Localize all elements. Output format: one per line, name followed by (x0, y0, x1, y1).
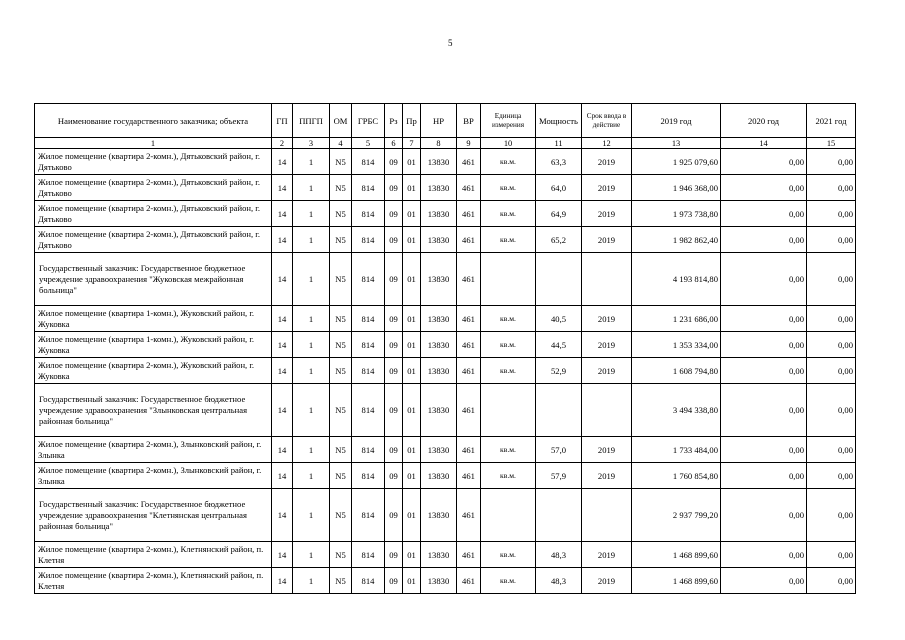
table-row (35, 463, 856, 489)
cell-amount-2019: 4 193 814,80 (632, 253, 721, 306)
cell-amount-2021: 0,00 (807, 463, 856, 489)
cell-nr: 13830 (421, 306, 457, 332)
cell-commissioning: 2019 (582, 201, 632, 227)
cell-nr: 13830 (421, 568, 457, 594)
cell-pr: 01 (403, 227, 421, 253)
page-number: 5 (448, 38, 453, 48)
cell-gp: 14 (272, 542, 293, 568)
cell-grbs: 814 (352, 332, 385, 358)
cell-object-name: Жилое помещение (квартира 2-комн.), Жуковский район, г. Жуковка (35, 358, 272, 384)
cell-om: N5 (330, 149, 352, 175)
customer-row (35, 384, 856, 437)
cell-amount-2021: 0,00 (807, 332, 856, 358)
cell-nr: 13830 (421, 463, 457, 489)
cell-gp: 14 (272, 358, 293, 384)
header-om: ОМ (330, 104, 352, 138)
cell-unit (481, 489, 536, 542)
cell-amount-2020: 0,00 (721, 542, 807, 568)
cell-grbs: 814 (352, 358, 385, 384)
cell-ppgp: 1 (293, 227, 330, 253)
cell-amount-2021: 0,00 (807, 358, 856, 384)
header-year-2021: 2021 год (807, 104, 856, 138)
cell-object-name: Жилое помещение (квартира 1-комн.), Жуковский район, г. Жуковка (35, 306, 272, 332)
cell-om: N5 (330, 332, 352, 358)
cell-amount-2020: 0,00 (721, 437, 807, 463)
cell-ppgp: 1 (293, 149, 330, 175)
cell-vr: 461 (457, 306, 481, 332)
cell-rz: 09 (385, 384, 403, 437)
cell-amount-2021: 0,00 (807, 227, 856, 253)
cell-vr: 461 (457, 568, 481, 594)
cell-object-name: Жилое помещение (квартира 2-комн.), Дятьковский район, г. Дятьково (35, 201, 272, 227)
cell-pr: 01 (403, 332, 421, 358)
cell-amount-2020: 0,00 (721, 149, 807, 175)
cell-object-name: Жилое помещение (квартира 2-комн.), Клетнянский район, п. Клетня (35, 568, 272, 594)
cell-amount-2019: 1 973 738,80 (632, 201, 721, 227)
header-capacity: Мощность (536, 104, 582, 138)
cell-amount-2021: 0,00 (807, 306, 856, 332)
cell-object-name: Государственный заказчик: Государственное бюджетное учреждение здравоохранения "Злынковская центральная районная больница" (35, 384, 272, 437)
cell-amount-2019: 1 468 899,60 (632, 568, 721, 594)
cell-object-name: Жилое помещение (квартира 2-комн.), Злынковский район, г. Злынка (35, 463, 272, 489)
cell-amount-2021: 0,00 (807, 201, 856, 227)
table-row (35, 542, 856, 568)
cell-amount-2020: 0,00 (721, 463, 807, 489)
cell-amount-2021: 0,00 (807, 437, 856, 463)
cell-unit: кв.м. (481, 201, 536, 227)
cell-amount-2019: 1 608 794,80 (632, 358, 721, 384)
header-object-name: Наименование государственного заказчика; объекта (35, 104, 272, 138)
cell-capacity (536, 489, 582, 542)
cell-capacity: 57,0 (536, 437, 582, 463)
cell-vr: 461 (457, 227, 481, 253)
cell-commissioning: 2019 (582, 437, 632, 463)
cell-object-name: Государственный заказчик: Государственное бюджетное учреждение здравоохранения "Клетнянская центральная районная больница" (35, 489, 272, 542)
cell-capacity: 57,9 (536, 463, 582, 489)
cell-gp: 14 (272, 306, 293, 332)
cell-commissioning (582, 253, 632, 306)
cell-object-name: Жилое помещение (квартира 2-комн.), Дятьковский район, г. Дятьково (35, 149, 272, 175)
cell-gp: 14 (272, 568, 293, 594)
table-row (35, 201, 856, 227)
cell-gp: 14 (272, 463, 293, 489)
cell-nr: 13830 (421, 542, 457, 568)
cell-vr: 461 (457, 463, 481, 489)
cell-ppgp: 1 (293, 358, 330, 384)
cell-nr: 13830 (421, 175, 457, 201)
cell-grbs: 814 (352, 175, 385, 201)
cell-vr: 461 (457, 542, 481, 568)
header-year-2019: 2019 год (632, 104, 721, 138)
cell-ppgp: 1 (293, 306, 330, 332)
header-gp: ГП (272, 104, 293, 138)
cell-amount-2020: 0,00 (721, 253, 807, 306)
table-row (35, 149, 856, 175)
cell-unit: кв.м. (481, 568, 536, 594)
cell-unit: кв.м. (481, 149, 536, 175)
cell-nr: 13830 (421, 201, 457, 227)
cell-capacity: 52,9 (536, 358, 582, 384)
cell-commissioning: 2019 (582, 175, 632, 201)
header-nr: НР (421, 104, 457, 138)
cell-amount-2021: 0,00 (807, 568, 856, 594)
cell-om: N5 (330, 358, 352, 384)
cell-amount-2019: 1 733 484,00 (632, 437, 721, 463)
cell-vr: 461 (457, 201, 481, 227)
cell-pr: 01 (403, 149, 421, 175)
header-pr: Пр (403, 104, 421, 138)
cell-om: N5 (330, 568, 352, 594)
cell-capacity: 40,5 (536, 306, 582, 332)
cell-amount-2020: 0,00 (721, 489, 807, 542)
cell-pr: 01 (403, 201, 421, 227)
cell-commissioning: 2019 (582, 542, 632, 568)
cell-nr: 13830 (421, 384, 457, 437)
cell-grbs: 814 (352, 568, 385, 594)
cell-capacity: 63,3 (536, 149, 582, 175)
cell-ppgp: 1 (293, 437, 330, 463)
cell-amount-2019: 1 982 862,40 (632, 227, 721, 253)
cell-om: N5 (330, 227, 352, 253)
cell-grbs: 814 (352, 201, 385, 227)
cell-amount-2019: 2 937 799,20 (632, 489, 721, 542)
cell-nr: 13830 (421, 227, 457, 253)
cell-nr: 13830 (421, 358, 457, 384)
column-number: 2 (272, 138, 293, 149)
cell-amount-2019: 1 946 368,00 (632, 175, 721, 201)
column-number: 12 (582, 138, 632, 149)
cell-om: N5 (330, 306, 352, 332)
cell-grbs: 814 (352, 227, 385, 253)
cell-unit: кв.м. (481, 227, 536, 253)
cell-ppgp: 1 (293, 568, 330, 594)
cell-gp: 14 (272, 149, 293, 175)
cell-grbs: 814 (352, 542, 385, 568)
cell-rz: 09 (385, 437, 403, 463)
cell-rz: 09 (385, 332, 403, 358)
cell-pr: 01 (403, 358, 421, 384)
cell-amount-2019: 1 925 079,60 (632, 149, 721, 175)
cell-amount-2021: 0,00 (807, 384, 856, 437)
cell-commissioning: 2019 (582, 358, 632, 384)
header-ppgp: ППГП (293, 104, 330, 138)
cell-amount-2020: 0,00 (721, 175, 807, 201)
customer-row (35, 489, 856, 542)
cell-object-name: Жилое помещение (квартира 1-комн.), Жуковский район, г. Жуковка (35, 332, 272, 358)
cell-grbs: 814 (352, 489, 385, 542)
table-row (35, 175, 856, 201)
cell-om: N5 (330, 542, 352, 568)
cell-gp: 14 (272, 384, 293, 437)
cell-object-name: Жилое помещение (квартира 2-комн.), Клетнянский район, п. Клетня (35, 542, 272, 568)
cell-rz: 09 (385, 358, 403, 384)
cell-rz: 09 (385, 489, 403, 542)
header-vr: ВР (457, 104, 481, 138)
cell-amount-2021: 0,00 (807, 542, 856, 568)
cell-capacity: 44,5 (536, 332, 582, 358)
column-number: 5 (352, 138, 385, 149)
cell-amount-2020: 0,00 (721, 332, 807, 358)
objects-table (34, 103, 856, 594)
cell-commissioning: 2019 (582, 568, 632, 594)
cell-unit: кв.м. (481, 542, 536, 568)
cell-amount-2021: 0,00 (807, 175, 856, 201)
cell-grbs: 814 (352, 437, 385, 463)
column-number: 7 (403, 138, 421, 149)
cell-unit: кв.м. (481, 463, 536, 489)
cell-pr: 01 (403, 253, 421, 306)
cell-pr: 01 (403, 568, 421, 594)
cell-object-name: Государственный заказчик: Государственное бюджетное учреждение здравоохранения "Жуковская межрайонная больница" (35, 253, 272, 306)
cell-vr: 461 (457, 358, 481, 384)
cell-om: N5 (330, 253, 352, 306)
cell-unit: кв.м. (481, 175, 536, 201)
table-row (35, 227, 856, 253)
cell-vr: 461 (457, 332, 481, 358)
cell-rz: 09 (385, 463, 403, 489)
cell-amount-2020: 0,00 (721, 227, 807, 253)
cell-nr: 13830 (421, 489, 457, 542)
cell-amount-2019: 1 231 686,00 (632, 306, 721, 332)
cell-object-name: Жилое помещение (квартира 2-комн.), Злынковский район, г. Злынка (35, 437, 272, 463)
cell-amount-2020: 0,00 (721, 568, 807, 594)
cell-unit: кв.м. (481, 358, 536, 384)
cell-om: N5 (330, 201, 352, 227)
cell-amount-2021: 0,00 (807, 149, 856, 175)
column-number: 8 (421, 138, 457, 149)
cell-rz: 09 (385, 542, 403, 568)
cell-commissioning: 2019 (582, 306, 632, 332)
cell-unit: кв.м. (481, 332, 536, 358)
cell-amount-2020: 0,00 (721, 201, 807, 227)
cell-gp: 14 (272, 227, 293, 253)
cell-commissioning (582, 384, 632, 437)
cell-object-name: Жилое помещение (квартира 2-комн.), Дятьковский район, г. Дятьково (35, 175, 272, 201)
cell-unit: кв.м. (481, 306, 536, 332)
cell-grbs: 814 (352, 463, 385, 489)
cell-gp: 14 (272, 175, 293, 201)
cell-gp: 14 (272, 253, 293, 306)
cell-pr: 01 (403, 542, 421, 568)
cell-amount-2019: 1 760 854,80 (632, 463, 721, 489)
cell-om: N5 (330, 489, 352, 542)
cell-unit: кв.м. (481, 437, 536, 463)
cell-gp: 14 (272, 332, 293, 358)
cell-vr: 461 (457, 149, 481, 175)
cell-amount-2020: 0,00 (721, 358, 807, 384)
cell-ppgp: 1 (293, 253, 330, 306)
header-year-2020: 2020 год (721, 104, 807, 138)
cell-gp: 14 (272, 437, 293, 463)
cell-ppgp: 1 (293, 201, 330, 227)
column-number: 3 (293, 138, 330, 149)
cell-amount-2021: 0,00 (807, 489, 856, 542)
cell-nr: 13830 (421, 437, 457, 463)
cell-vr: 461 (457, 384, 481, 437)
cell-capacity: 65,2 (536, 227, 582, 253)
cell-grbs: 814 (352, 384, 385, 437)
cell-pr: 01 (403, 437, 421, 463)
cell-rz: 09 (385, 568, 403, 594)
cell-amount-2020: 0,00 (721, 306, 807, 332)
cell-gp: 14 (272, 489, 293, 542)
cell-capacity (536, 253, 582, 306)
cell-vr: 461 (457, 489, 481, 542)
cell-capacity: 48,3 (536, 568, 582, 594)
cell-commissioning: 2019 (582, 227, 632, 253)
column-number: 10 (481, 138, 536, 149)
column-number: 4 (330, 138, 352, 149)
cell-om: N5 (330, 175, 352, 201)
cell-grbs: 814 (352, 253, 385, 306)
cell-ppgp: 1 (293, 542, 330, 568)
column-number: 6 (385, 138, 403, 149)
cell-unit (481, 253, 536, 306)
cell-om: N5 (330, 384, 352, 437)
cell-ppgp: 1 (293, 384, 330, 437)
cell-rz: 09 (385, 253, 403, 306)
column-number: 13 (632, 138, 721, 149)
cell-ppgp: 1 (293, 463, 330, 489)
cell-rz: 09 (385, 175, 403, 201)
cell-amount-2019: 1 468 899,60 (632, 542, 721, 568)
table-body (35, 149, 856, 594)
cell-commissioning: 2019 (582, 149, 632, 175)
cell-grbs: 814 (352, 306, 385, 332)
cell-pr: 01 (403, 175, 421, 201)
cell-ppgp: 1 (293, 332, 330, 358)
cell-object-name: Жилое помещение (квартира 2-комн.), Дятьковский район, г. Дятьково (35, 227, 272, 253)
table-row (35, 358, 856, 384)
table-row (35, 568, 856, 594)
table-row (35, 437, 856, 463)
cell-vr: 461 (457, 437, 481, 463)
cell-om: N5 (330, 437, 352, 463)
cell-rz: 09 (385, 201, 403, 227)
cell-nr: 13830 (421, 332, 457, 358)
cell-commissioning: 2019 (582, 332, 632, 358)
cell-ppgp: 1 (293, 175, 330, 201)
column-number: 11 (536, 138, 582, 149)
column-number: 14 (721, 138, 807, 149)
header-grbs: ГРБС (352, 104, 385, 138)
cell-capacity (536, 384, 582, 437)
header-unit: Единица измерения (481, 104, 536, 138)
cell-amount-2019: 1 353 334,00 (632, 332, 721, 358)
cell-unit (481, 384, 536, 437)
cell-commissioning (582, 489, 632, 542)
column-number: 9 (457, 138, 481, 149)
customer-row (35, 253, 856, 306)
cell-gp: 14 (272, 201, 293, 227)
cell-amount-2020: 0,00 (721, 384, 807, 437)
header-rz: Рз (385, 104, 403, 138)
cell-capacity: 64,9 (536, 201, 582, 227)
cell-amount-2019: 3 494 338,80 (632, 384, 721, 437)
table-row (35, 306, 856, 332)
cell-pr: 01 (403, 489, 421, 542)
column-number: 1 (35, 138, 272, 149)
cell-capacity: 48,3 (536, 542, 582, 568)
cell-rz: 09 (385, 149, 403, 175)
cell-vr: 461 (457, 175, 481, 201)
cell-pr: 01 (403, 306, 421, 332)
cell-nr: 13830 (421, 253, 457, 306)
header-row (35, 104, 856, 138)
cell-grbs: 814 (352, 149, 385, 175)
cell-rz: 09 (385, 306, 403, 332)
header-commissioning: Срок ввода в действие (582, 104, 632, 138)
column-number: 15 (807, 138, 856, 149)
cell-capacity: 64,0 (536, 175, 582, 201)
cell-pr: 01 (403, 384, 421, 437)
column-number-row (35, 138, 856, 149)
cell-commissioning: 2019 (582, 463, 632, 489)
cell-amount-2021: 0,00 (807, 253, 856, 306)
cell-vr: 461 (457, 253, 481, 306)
table-row (35, 332, 856, 358)
cell-pr: 01 (403, 463, 421, 489)
cell-nr: 13830 (421, 149, 457, 175)
cell-om: N5 (330, 463, 352, 489)
cell-ppgp: 1 (293, 489, 330, 542)
cell-rz: 09 (385, 227, 403, 253)
